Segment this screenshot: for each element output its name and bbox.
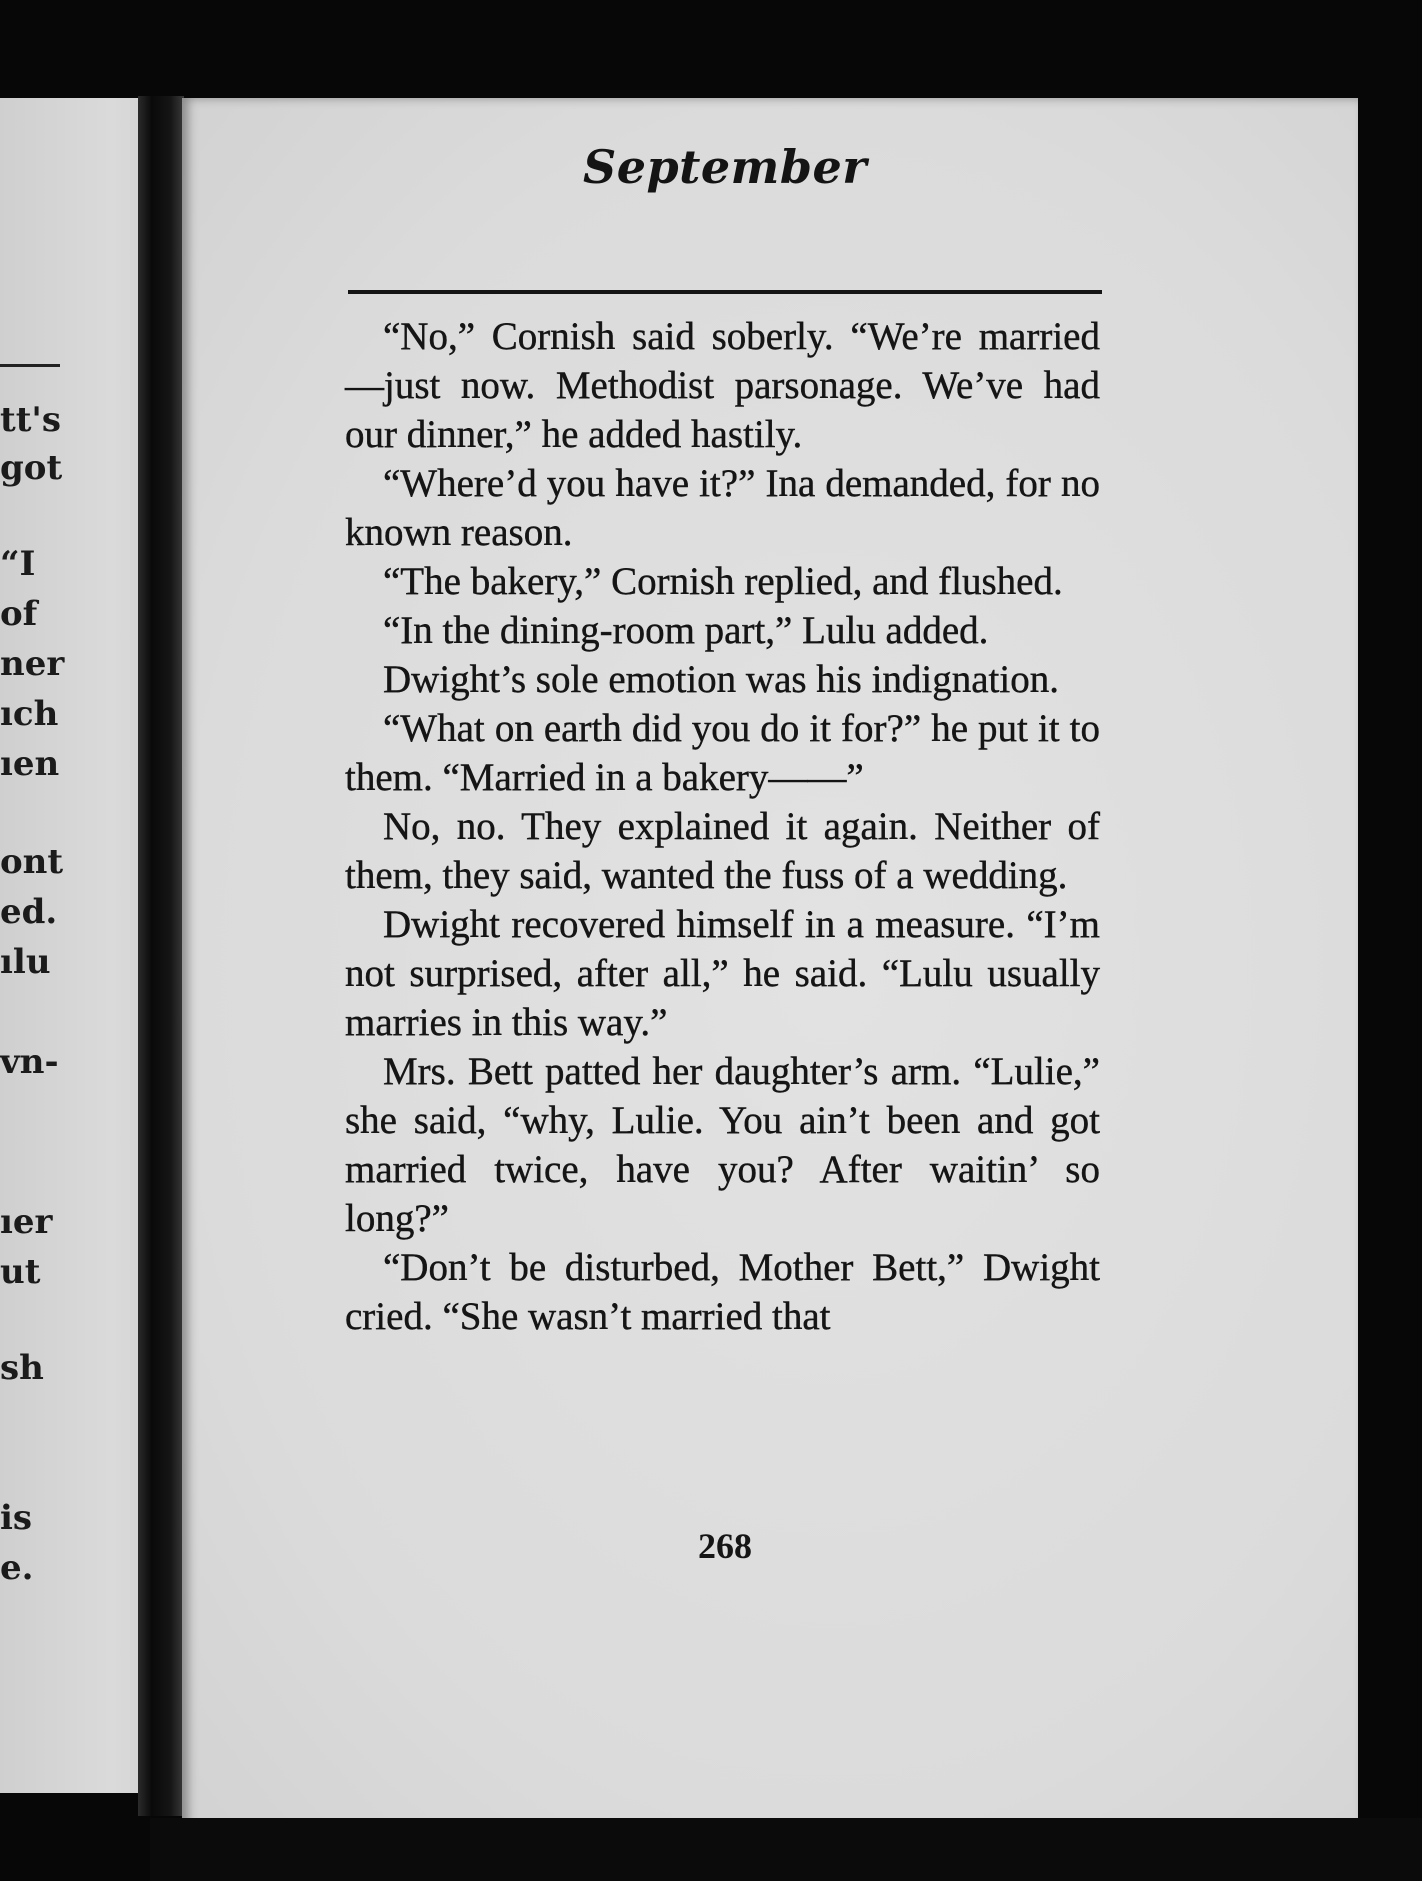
left-fragment-line: ut [0,1252,41,1292]
paragraph: “The bakery,” Cornish replied, and flushed. [383,560,1063,603]
left-fragment-line: is [0,1498,33,1538]
left-fragment-line: ıen [0,744,60,784]
left-fragment-line: ıer [0,1202,53,1242]
paragraph: “Don’t be disturbed, Mother Bett,” Dwight cried. “She wasn’t married that [345,1246,1100,1338]
paragraph: “What on earth did you do it for?” he put it to them. “Married in a bakery——” [345,707,1100,799]
book-gutter [138,96,184,1816]
left-fragment-line: tt's [0,400,61,440]
left-fragment-line: e. [0,1548,34,1588]
running-head: September [582,140,867,194]
page-number: 268 [698,1526,752,1566]
left-fragment-line: ner [0,644,65,684]
left-fragment-line: sh [0,1348,44,1388]
paragraph: No, no. They explained it again. Neither of them, they said, wanted the fuss of a wedding. [345,805,1100,897]
paragraph: Dwight recovered himself in a measure. “I’m not surprised, after all,” he said. “Lulu usually marries in this way.” [345,903,1100,1044]
paragraph: Mrs. Bett patted her daughter’s arm. “Lulie,” she said, “why, Lulie. You ain’t been and got married twice, have you? After waitin’ so long?” [345,1050,1100,1240]
running-head-rule [348,290,1102,294]
left-fragment-line: got [0,448,63,488]
page-body-text [345,312,1100,1341]
left-fragment-line: “I [0,544,36,584]
left-fragment-line: ed. [0,892,58,932]
left-fragment-line: of [0,594,38,634]
left-fragment-line: ılu [0,942,51,982]
left-fragment-line: vn- [0,1042,59,1082]
scan-bottom-edge [150,1818,1422,1881]
left-fragment-line: ont [0,842,64,882]
paragraph: “In the dining-room part,” Lulu added. [383,609,989,652]
previous-page-header-rule [0,364,60,367]
left-fragment-line: ıch [0,694,59,734]
paragraph: “Where’d you have it?” Ina demanded, for no known reason. [345,462,1100,554]
paragraph: “No,” Cornish said soberly. “We’re married—just now. Methodist parsonage. We’ve had our dinner,” he added hastily. [345,315,1100,456]
paragraph: Dwight’s sole emotion was his indignation. [383,658,1059,701]
